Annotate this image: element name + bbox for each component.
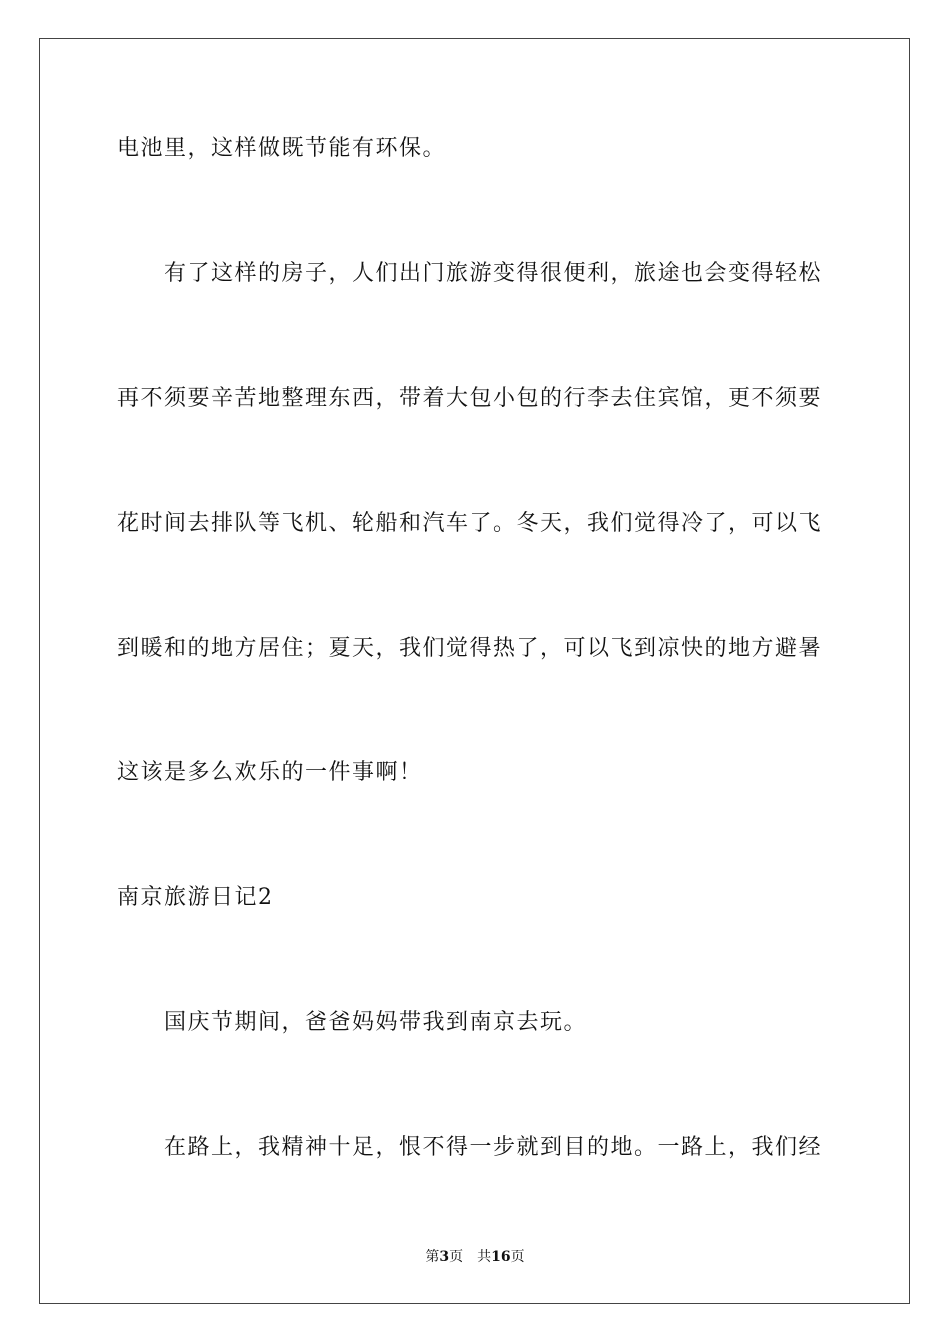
- footer-page-number: 3: [439, 1249, 450, 1265]
- text-line-6: 这该是多么欢乐的一件事啊！: [117, 760, 423, 785]
- page-border: [39, 38, 910, 1304]
- page-footer: [0, 1247, 950, 1267]
- text-line-8: 国庆节期间，爸爸妈妈带我到南京去玩。: [164, 1010, 588, 1035]
- text-line-5: 到暖和的地方居住；夏天，我们觉得热了，可以飞到凉快的地方避暑: [117, 636, 823, 661]
- text-line-4: 花时间去排队等飞机、轮船和汽车了。冬天，我们觉得冷了，可以飞: [117, 511, 823, 536]
- footer-total-pages: 16: [491, 1249, 511, 1265]
- text-line-3: 再不须要辛苦地整理东西，带着大包小包的行李去住宾馆，更不须要: [117, 386, 823, 411]
- text-line-1: 电池里，这样做既节能有环保。: [117, 136, 447, 161]
- footer-total-prefix: 共: [477, 1249, 492, 1265]
- text-line-9: 在路上，我精神十足，恨不得一步就到目的地。一路上，我们经: [164, 1135, 823, 1160]
- footer-page-prefix: 第: [425, 1249, 440, 1265]
- section-heading: 南京旅游日记2: [117, 885, 274, 910]
- footer-total-suffix: 页: [510, 1249, 525, 1265]
- footer-page-suffix: 页: [449, 1249, 464, 1265]
- text-line-2: 有了这样的房子，人们出门旅游变得很便利，旅途也会变得轻松: [164, 261, 823, 286]
